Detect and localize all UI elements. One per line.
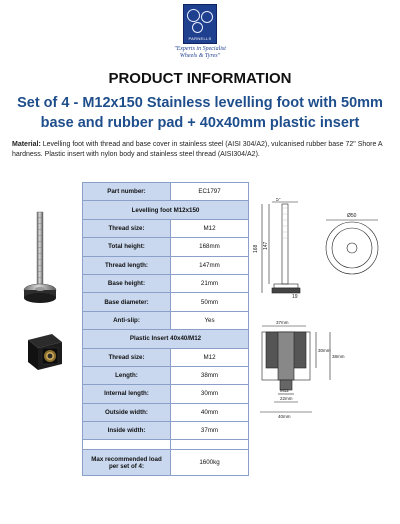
table-row [83,422,249,440]
foot-section-header: Levelling foot M12x150 [83,201,249,219]
spec-label: Length: [83,366,171,384]
spec-label: Internal length: [83,385,171,403]
table-row [83,311,249,329]
table-row [83,183,249,201]
wheel-icon [187,9,200,22]
dim-inner: 22mm [280,396,293,401]
spec-label: Inside width: [83,422,171,440]
levelling-foot-drawing [252,198,392,300]
table-row [83,256,249,274]
dim-base-diameter: Ø50 [347,213,357,219]
max-load-value: 1600kg [171,450,249,476]
spec-label: Total height: [83,238,171,256]
spec-value: M12 [171,219,249,237]
spec-label: Thread size: [83,219,171,237]
dim-thread-length: 147 [263,241,269,250]
material-label: Material: [12,141,41,148]
table-row [83,201,249,219]
table-row [83,385,249,403]
spec-value: 168mm [171,238,249,256]
page-heading: PRODUCT INFORMATION [108,70,292,87]
dim-base-height: 19 [292,294,298,300]
spec-label: Base diameter: [83,293,171,311]
dim-top-angle: 5° [276,198,281,203]
wheel-icon [201,11,213,23]
table-row [83,450,249,476]
spacer-cell [171,440,249,450]
plastic-insert-drawing [254,318,394,420]
dim-internal-length: 30mm [318,348,331,353]
table-row [83,274,249,292]
spec-label: Anti-slip: [83,311,171,329]
dim-outside-width: 40mm [278,414,291,419]
company-logo [168,4,232,60]
max-load-label: Max recommended load per set of 4: [83,450,171,476]
insert-section-header: Plastic Insert 40x40/M12 [83,330,249,348]
spec-value: 21mm [171,274,249,292]
part-number-value: EC1797 [171,183,249,201]
spec-label: Outside width: [83,403,171,421]
material-text: Levelling foot with thread and base cover in stainless steel (AISI 304/A2), vulcanised rubber base 72" Shore A hardness. Plastic insert with nylon body and stainless steel thread (AISI304/A2). [12,141,383,158]
spec-label: Base height: [83,274,171,292]
spec-value: 37mm [171,422,249,440]
part-number-label: Part number: [83,183,171,201]
table-row [83,330,249,348]
spec-label: Thread length: [83,256,171,274]
levelling-foot-image [22,210,58,306]
spec-value: 40mm [171,403,249,421]
table-row [83,403,249,421]
dim-thread-size: M12 [280,388,289,393]
dim-total-height: 168 [253,244,259,253]
table-row [83,348,249,366]
spec-label: Thread size: [83,348,171,366]
material-description [12,140,392,160]
spec-value: 38mm [171,366,249,384]
spacer-cell [83,440,171,450]
spec-value: 147mm [171,256,249,274]
wheel-icon [192,22,203,33]
spec-table [82,182,249,476]
parnells-logo-mark [183,4,217,44]
product-title: Set of 4 - M12x150 Stainless levelling foot with 50mm base and rubber pad + 40x40mm plastic insert [17,95,383,131]
table-spacer-row [83,440,249,450]
table-row [83,293,249,311]
spec-value: M12 [171,348,249,366]
table-row [83,238,249,256]
dim-length: 38mm [332,354,345,359]
spec-value: 30mm [171,385,249,403]
dim-inside-width: 37mm [276,320,289,325]
spec-value: 50mm [171,293,249,311]
plastic-insert-image [22,330,66,374]
table-row [83,366,249,384]
logo-brand-text: PARNELLS [188,36,212,41]
spec-value: Yes [171,311,249,329]
table-row [83,219,249,237]
logo-tagline: "Experts in Specialist Wheels & Tyres" [174,46,226,59]
